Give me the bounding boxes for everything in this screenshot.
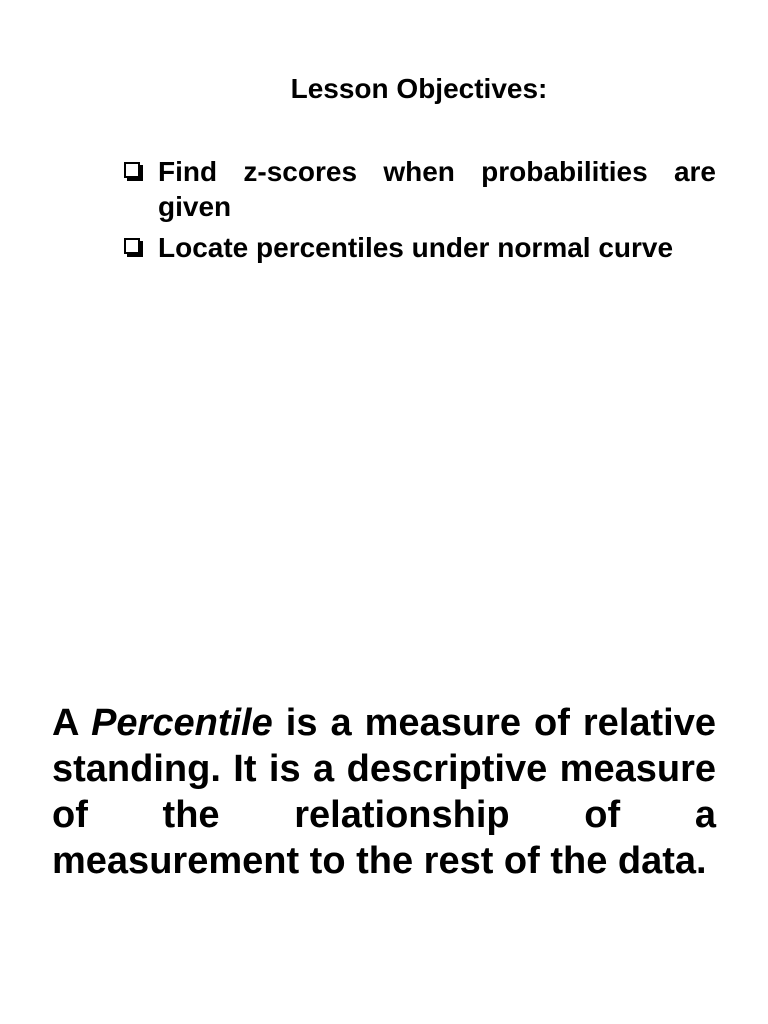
checkbox-bullet-icon <box>124 238 140 254</box>
list-item <box>122 230 716 265</box>
objective-text: Locate percentiles under normal curve <box>158 232 674 263</box>
definition-body: is a measure of relative standing. It is a descriptive measure of the relationship of a measurement to the rest of the data. <box>52 702 716 882</box>
percentile-definition <box>52 700 716 884</box>
list-item <box>122 154 716 224</box>
checkbox-bullet-icon <box>124 162 140 178</box>
objective-text: Find z-scores when probabilities are given <box>158 156 716 222</box>
slide-title: Lesson Objectives: <box>290 73 548 104</box>
definition-term: Percentile <box>91 702 273 744</box>
definition-prefix: A <box>52 702 79 744</box>
objectives-list <box>122 154 716 271</box>
